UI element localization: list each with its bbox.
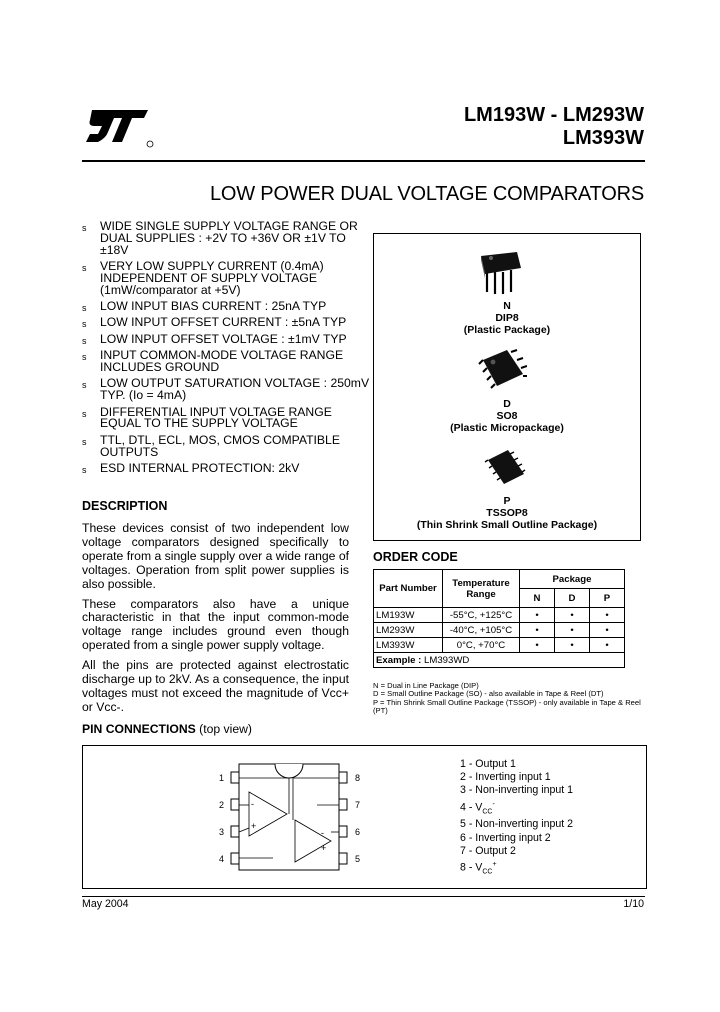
table-row [374,653,625,668]
op-sign: + [321,843,327,853]
st-logo [84,104,154,150]
bullet-icon: s [82,262,87,273]
pinout-diagram [213,758,373,876]
bullet-icon: s [82,436,87,447]
order-code-heading: ORDER CODE [373,550,458,564]
table-cell: LM393W [374,638,443,653]
table-cell: • [590,608,625,623]
pin-number: 4 [219,854,225,864]
table-cell: LM193W [374,608,443,623]
table-row [374,570,625,589]
so8-package-icon [477,348,527,390]
package-desc: (Plastic Micropackage) [450,422,564,434]
list-item: 7 - Output 2 [460,844,516,857]
list-item: 3 - Non-inverting input 1 [460,784,574,797]
table-header-temp: Temperature Range [443,570,520,608]
table-row [374,638,625,653]
list-item: $4 - V_{CC}^-$ [460,800,495,816]
table-cell: -40°C, +105°C [443,623,520,638]
example-cell: Example : LM393WD [374,653,625,668]
op-sign: - [321,828,324,838]
package-code: N [503,300,511,312]
bullet-icon: s [82,380,87,391]
package-name: DIP8 [495,312,519,324]
pin-number: 8 [355,773,361,783]
pin-number: 3 [219,827,225,837]
tssop8-package-icon [484,448,526,490]
list-item: s LOW INPUT OFFSET VOLTAGE : ±1mV TYP [82,331,347,346]
bullet-icon: s [82,302,87,313]
list-item: 2 - Inverting input 1 [460,771,551,784]
list-item: s INPUT COMMON-MODE VOLTAGE RANGE INCLUDES GROUND [82,348,344,374]
pin-number: 2 [219,800,225,810]
package-code: P [503,495,511,507]
table-header-pkg: D [555,589,590,608]
title-line-2: LM393W [562,127,644,149]
table-cell: • [590,623,625,638]
title-line-1: LM193W - LM293W [463,104,644,126]
bullet-icon: s [82,408,87,419]
bullet-icon: s [82,335,87,346]
list-item: s TTL, DTL, ECL, MOS, CMOS COMPATIBLE OUTPUTS [82,432,340,459]
note: P = Thin Shrink Small Outline Package (TSSOP) - only available in Tape & Reel (PT) [373,697,641,716]
pin-connections-heading: PIN CONNECTIONS (top view) [82,722,252,736]
package-code: D [503,398,511,410]
list-item: 6 - Inverting input 2 [460,831,551,844]
footer-page-number: 1/10 [623,898,644,910]
pin-number: 1 [219,773,225,783]
package-name: SO8 [496,410,518,422]
table-cell: • [555,608,590,623]
table-row [374,623,625,638]
pin-list [460,758,573,879]
table-header-package: Package [520,570,625,589]
header-rule [82,160,645,162]
list-item: s LOW INPUT BIAS CURRENT : 25nA TYP [82,298,327,313]
table-row [374,608,625,623]
pin-number: 7 [355,800,361,810]
list-item: s LOW OUTPUT SATURATION VOLTAGE : 250mV TYP. (Io = 4mA) [82,376,370,403]
table-cell: -55°C, +125°C [443,608,520,623]
bullet-icon: s [82,352,87,363]
package-desc: (Thin Shrink Small Outline Package) [416,519,598,531]
list-item: $8 - V_{CC}^+$ [460,861,497,876]
paragraph: These comparators also have a unique characteristic in that the input common-mode voltage range includes ground even though operated from a single power supply voltage. [82,596,349,653]
paragraph: All the pins are protected against electrostatic discharge up to 2kV. As a consequence, the input voltages must not exceed the magnitude of Vcc+ or Vcc-. [82,658,349,714]
op-sign: + [251,821,257,831]
bullet-icon: s [82,464,87,475]
dip8-package-icon [477,248,523,298]
table-header-pkg: P [590,589,625,608]
note: N = Dual in Line Package (DIP) [373,681,479,690]
list-item: s LOW INPUT OFFSET CURRENT : ±5nA TYP [82,315,347,330]
pin-number: 6 [355,827,361,837]
package-box [373,233,641,541]
bullet-icon: s [82,319,87,330]
package-name: TSSOP8 [486,507,528,519]
note: D = Small Outline Package (SO) - also available in Tape & Reel (DT) [373,689,604,699]
table-cell: • [555,623,590,638]
description-heading: DESCRIPTION [82,499,168,513]
package-notes [373,682,645,716]
package-desc: (Plastic Package) [463,324,551,336]
list-item: 1 - Output 1 [460,758,516,770]
table-cell: • [520,638,555,653]
table-cell: 0°C, +70°C [443,638,520,653]
table-cell: • [520,608,555,623]
page-subtitle: LOW POWER DUAL VOLTAGE COMPARATORS [209,183,644,205]
table-cell: • [520,623,555,638]
pin-number: 5 [355,854,361,864]
table-cell: • [555,638,590,653]
list-item: s VERY LOW SUPPLY CURRENT (0.4mA) INDEPENDENT OF SUPPLY VOLTAGE (1mW/comparator at +5V) [82,258,324,297]
footer-date: May 2004 [82,898,129,910]
order-code-table [373,569,625,668]
list-item: s ESD INTERNAL PROTECTION: 2kV [82,460,300,475]
table-cell: LM293W [374,623,443,638]
footer-rule [82,896,645,897]
table-header-pkg: N [520,589,555,608]
table-header-part: Part Number [374,570,443,608]
list-item: s WIDE SINGLE SUPPLY VOLTAGE RANGE OR DUAL SUPPLIES : +2V TO +36V OR ±1V TO ±18V [82,219,358,257]
feature-list [82,221,372,479]
table-cell: • [590,638,625,653]
list-item: 5 - Non-inverting input 2 [460,818,574,831]
list-item: s DIFFERENTIAL INPUT VOLTAGE RANGE EQUAL TO THE SUPPLY VOLTAGE [82,404,332,431]
bullet-icon: s [82,223,87,233]
paragraph: These devices consist of two independent low voltage comparators designed specifically to operate from a single supply over a wide range of voltages. Operation from split power supplies is also possible. [82,521,349,591]
op-sign: - [251,799,254,809]
description-text [82,522,349,721]
